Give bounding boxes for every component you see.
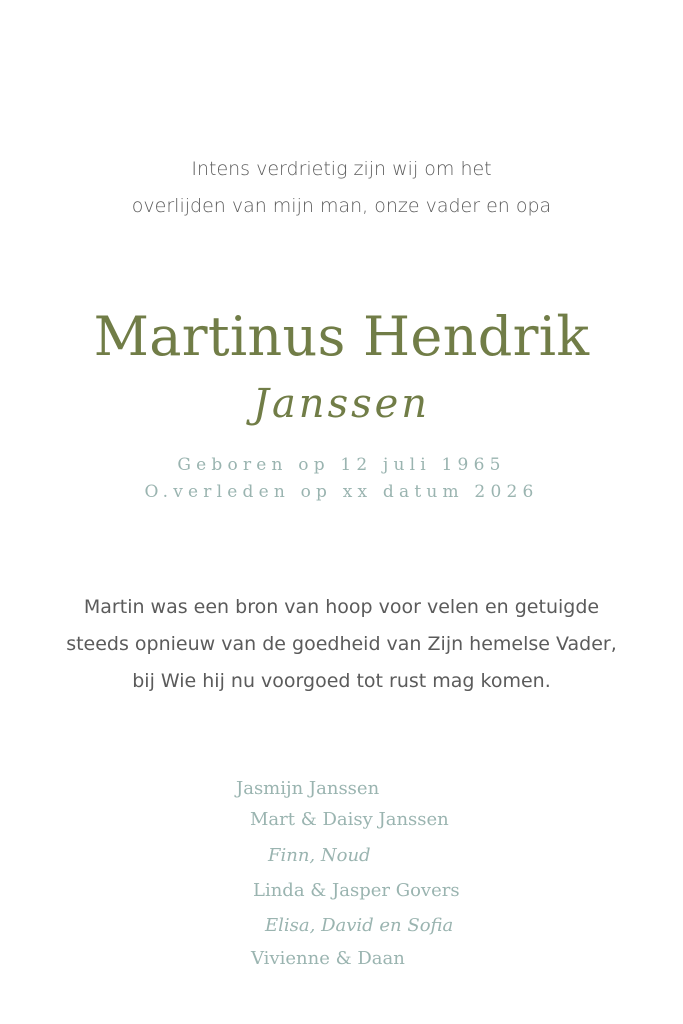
- deceased-surname: Janssen: [252, 381, 431, 427]
- family-child-3: Vivienne & Daan: [251, 948, 405, 969]
- death-date: O.verleden op xx datum 2026: [144, 482, 539, 502]
- birth-date: Geboren op 12 juli 1965: [177, 455, 506, 475]
- family-spouse: Jasmijn Janssen: [236, 778, 380, 799]
- family-child-1: Mart & Daisy Janssen: [250, 809, 449, 830]
- family-child-2: Linda & Jasper Govers: [253, 880, 460, 901]
- message-line-1: Martin was een bron van hoop voor velen en getuigde: [83, 596, 600, 618]
- message-line-2: steeds opnieuw van de goedheid van Zijn hemelse Vader,: [66, 633, 617, 655]
- message-line-3: bij Wie hij nu voorgoed tot rust mag komen.: [132, 670, 551, 692]
- family-grandchildren-1: Finn, Noud: [268, 845, 371, 866]
- deceased-given-names: Martinus Hendrik: [93, 305, 590, 368]
- family-grandchildren-2: Elisa, David en Sofia: [265, 915, 454, 936]
- intro-line-1: Intens verdrietig zijn wij om het: [191, 158, 492, 180]
- intro-line-2: overlijden van mijn man, onze vader en opa: [131, 195, 552, 217]
